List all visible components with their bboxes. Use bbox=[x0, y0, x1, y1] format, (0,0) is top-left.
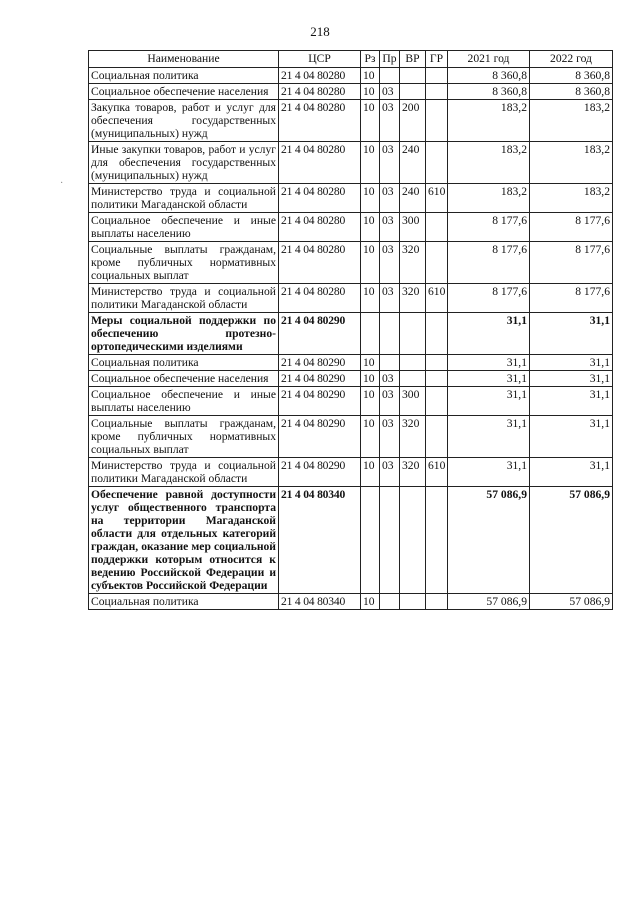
cell-gr bbox=[426, 100, 448, 142]
cell-name: Меры социальной поддержки по обеспечению протезно-ортопедическими изделиями bbox=[89, 313, 279, 355]
cell-name: Социальное обеспечение населения bbox=[89, 84, 279, 100]
cell-vr bbox=[400, 487, 426, 594]
cell-y2021: 31,1 bbox=[448, 371, 530, 387]
cell-rz: 10 bbox=[361, 371, 380, 387]
cell-rz: 10 bbox=[361, 142, 380, 184]
cell-pr: 03 bbox=[380, 100, 400, 142]
cell-vr bbox=[400, 68, 426, 84]
cell-y2021: 57 086,9 bbox=[448, 594, 530, 610]
cell-name: Социальные выплаты гражданам, кроме публичных нормативных социальных выплат bbox=[89, 242, 279, 284]
cell-csr: 21 4 04 80290 bbox=[279, 416, 361, 458]
cell-y2022: 31,1 bbox=[530, 371, 613, 387]
cell-rz: 10 bbox=[361, 416, 380, 458]
header-vr: ВР bbox=[400, 51, 426, 68]
header-pr: Пр bbox=[380, 51, 400, 68]
cell-name: Социальное обеспечение и иные выплаты населению bbox=[89, 387, 279, 416]
table-row bbox=[89, 594, 613, 610]
table-row bbox=[89, 142, 613, 184]
cell-pr bbox=[380, 68, 400, 84]
cell-rz: 10 bbox=[361, 100, 380, 142]
header-2022: 2022 год bbox=[530, 51, 613, 68]
cell-y2021: 31,1 bbox=[448, 458, 530, 487]
cell-pr: 03 bbox=[380, 387, 400, 416]
table-row bbox=[89, 371, 613, 387]
cell-name: Социальная политика bbox=[89, 594, 279, 610]
cell-gr bbox=[426, 142, 448, 184]
cell-name: Обеспечение равной доступности услуг общественного транспорта на территории Магаданской области для отдельных категорий граждан, оказание мер социальной поддержки которым относится к ведению Российской Федерации и субъектов Российской Федерации bbox=[89, 487, 279, 594]
cell-csr: 21 4 04 80340 bbox=[279, 487, 361, 594]
cell-vr bbox=[400, 355, 426, 371]
cell-name: Министерство труда и социальной политики Магаданской области bbox=[89, 458, 279, 487]
cell-name: Социальная политика bbox=[89, 355, 279, 371]
budget-table bbox=[88, 50, 613, 610]
cell-name: Социальные выплаты гражданам, кроме публичных нормативных социальных выплат bbox=[89, 416, 279, 458]
cell-name: Социальное обеспечение населения bbox=[89, 371, 279, 387]
cell-vr bbox=[400, 313, 426, 355]
header-rz: Рз bbox=[361, 51, 380, 68]
cell-pr: 03 bbox=[380, 84, 400, 100]
cell-csr: 21 4 04 80280 bbox=[279, 284, 361, 313]
table-row bbox=[89, 284, 613, 313]
cell-y2022: 183,2 bbox=[530, 100, 613, 142]
cell-rz: 10 bbox=[361, 84, 380, 100]
cell-vr: 320 bbox=[400, 416, 426, 458]
table-row bbox=[89, 387, 613, 416]
cell-y2022: 31,1 bbox=[530, 458, 613, 487]
cell-y2021: 8 177,6 bbox=[448, 284, 530, 313]
cell-csr: 21 4 04 80280 bbox=[279, 184, 361, 213]
table-row bbox=[89, 242, 613, 284]
cell-y2021: 183,2 bbox=[448, 142, 530, 184]
cell-gr bbox=[426, 355, 448, 371]
cell-pr: 03 bbox=[380, 142, 400, 184]
cell-y2022: 57 086,9 bbox=[530, 487, 613, 594]
cell-vr: 320 bbox=[400, 284, 426, 313]
table-row bbox=[89, 487, 613, 594]
cell-gr bbox=[426, 371, 448, 387]
table-body bbox=[89, 68, 613, 610]
cell-name: Социальная политика bbox=[89, 68, 279, 84]
cell-vr: 320 bbox=[400, 458, 426, 487]
cell-y2021: 57 086,9 bbox=[448, 487, 530, 594]
table-row bbox=[89, 313, 613, 355]
cell-y2022: 8 177,6 bbox=[530, 242, 613, 284]
cell-rz bbox=[361, 487, 380, 594]
cell-gr bbox=[426, 594, 448, 610]
cell-pr: 03 bbox=[380, 184, 400, 213]
cell-y2022: 31,1 bbox=[530, 355, 613, 371]
cell-y2022: 57 086,9 bbox=[530, 594, 613, 610]
cell-csr: 21 4 04 80290 bbox=[279, 387, 361, 416]
cell-vr: 200 bbox=[400, 100, 426, 142]
cell-csr: 21 4 04 80290 bbox=[279, 355, 361, 371]
cell-gr bbox=[426, 416, 448, 458]
cell-csr: 21 4 04 80290 bbox=[279, 313, 361, 355]
cell-rz: 10 bbox=[361, 355, 380, 371]
cell-gr bbox=[426, 313, 448, 355]
cell-y2021: 31,1 bbox=[448, 416, 530, 458]
cell-pr: 03 bbox=[380, 242, 400, 284]
cell-gr bbox=[426, 387, 448, 416]
cell-y2021: 31,1 bbox=[448, 355, 530, 371]
cell-csr: 21 4 04 80290 bbox=[279, 371, 361, 387]
cell-rz: 10 bbox=[361, 242, 380, 284]
cell-rz: 10 bbox=[361, 68, 380, 84]
cell-y2022: 31,1 bbox=[530, 387, 613, 416]
cell-vr bbox=[400, 371, 426, 387]
cell-name: Закупка товаров, работ и услуг для обеспечения государственных (муниципальных) нужд bbox=[89, 100, 279, 142]
cell-y2022: 31,1 bbox=[530, 416, 613, 458]
cell-pr: 03 bbox=[380, 371, 400, 387]
page-number: 218 bbox=[310, 24, 330, 39]
cell-y2021: 8 360,8 bbox=[448, 84, 530, 100]
cell-pr bbox=[380, 313, 400, 355]
cell-y2022: 183,2 bbox=[530, 142, 613, 184]
cell-rz: 10 bbox=[361, 213, 380, 242]
cell-pr: 03 bbox=[380, 213, 400, 242]
cell-pr: 03 bbox=[380, 284, 400, 313]
scan-mark: · bbox=[60, 178, 64, 189]
table-row bbox=[89, 458, 613, 487]
cell-gr bbox=[426, 213, 448, 242]
table-header-row bbox=[89, 51, 613, 68]
cell-csr: 21 4 04 80340 bbox=[279, 594, 361, 610]
cell-vr bbox=[400, 84, 426, 100]
cell-rz: 10 bbox=[361, 458, 380, 487]
cell-gr: 610 bbox=[426, 184, 448, 213]
cell-y2021: 183,2 bbox=[448, 100, 530, 142]
cell-vr: 240 bbox=[400, 184, 426, 213]
cell-y2022: 8 177,6 bbox=[530, 284, 613, 313]
cell-name: Министерство труда и социальной политики Магаданской области bbox=[89, 284, 279, 313]
header-gr: ГР bbox=[426, 51, 448, 68]
table-row bbox=[89, 355, 613, 371]
cell-csr: 21 4 04 80280 bbox=[279, 213, 361, 242]
cell-rz: 10 bbox=[361, 184, 380, 213]
cell-pr: 03 bbox=[380, 416, 400, 458]
cell-y2021: 8 177,6 bbox=[448, 242, 530, 284]
cell-gr: 610 bbox=[426, 458, 448, 487]
cell-csr: 21 4 04 80280 bbox=[279, 68, 361, 84]
cell-pr: 03 bbox=[380, 458, 400, 487]
table-row bbox=[89, 100, 613, 142]
cell-gr bbox=[426, 68, 448, 84]
cell-y2022: 8 177,6 bbox=[530, 213, 613, 242]
cell-gr bbox=[426, 242, 448, 284]
cell-name: Министерство труда и социальной политики Магаданской области bbox=[89, 184, 279, 213]
cell-pr bbox=[380, 355, 400, 371]
table-row bbox=[89, 184, 613, 213]
cell-rz bbox=[361, 313, 380, 355]
table-row bbox=[89, 213, 613, 242]
table-row bbox=[89, 416, 613, 458]
header-2021: 2021 год bbox=[448, 51, 530, 68]
cell-csr: 21 4 04 80280 bbox=[279, 100, 361, 142]
cell-rz: 10 bbox=[361, 387, 380, 416]
cell-y2022: 8 360,8 bbox=[530, 68, 613, 84]
header-csr: ЦСР bbox=[279, 51, 361, 68]
cell-y2022: 8 360,8 bbox=[530, 84, 613, 100]
cell-name: Социальное обеспечение и иные выплаты населению bbox=[89, 213, 279, 242]
header-name: Наименование bbox=[89, 51, 279, 68]
cell-csr: 21 4 04 80280 bbox=[279, 242, 361, 284]
cell-vr: 240 bbox=[400, 142, 426, 184]
cell-name: Иные закупки товаров, работ и услуг для обеспечения государственных (муниципальных) нужд bbox=[89, 142, 279, 184]
cell-vr: 300 bbox=[400, 213, 426, 242]
cell-y2021: 8 177,6 bbox=[448, 213, 530, 242]
table-row bbox=[89, 84, 613, 100]
cell-gr: 610 bbox=[426, 284, 448, 313]
cell-y2021: 31,1 bbox=[448, 387, 530, 416]
cell-csr: 21 4 04 80280 bbox=[279, 84, 361, 100]
cell-csr: 21 4 04 80280 bbox=[279, 142, 361, 184]
cell-y2021: 31,1 bbox=[448, 313, 530, 355]
cell-y2022: 183,2 bbox=[530, 184, 613, 213]
cell-rz: 10 bbox=[361, 594, 380, 610]
cell-vr: 320 bbox=[400, 242, 426, 284]
cell-pr bbox=[380, 594, 400, 610]
cell-vr: 300 bbox=[400, 387, 426, 416]
cell-vr bbox=[400, 594, 426, 610]
cell-rz: 10 bbox=[361, 284, 380, 313]
cell-y2021: 183,2 bbox=[448, 184, 530, 213]
table-row bbox=[89, 68, 613, 84]
cell-y2021: 8 360,8 bbox=[448, 68, 530, 84]
cell-gr bbox=[426, 487, 448, 594]
cell-gr bbox=[426, 84, 448, 100]
cell-pr bbox=[380, 487, 400, 594]
cell-csr: 21 4 04 80290 bbox=[279, 458, 361, 487]
cell-y2022: 31,1 bbox=[530, 313, 613, 355]
